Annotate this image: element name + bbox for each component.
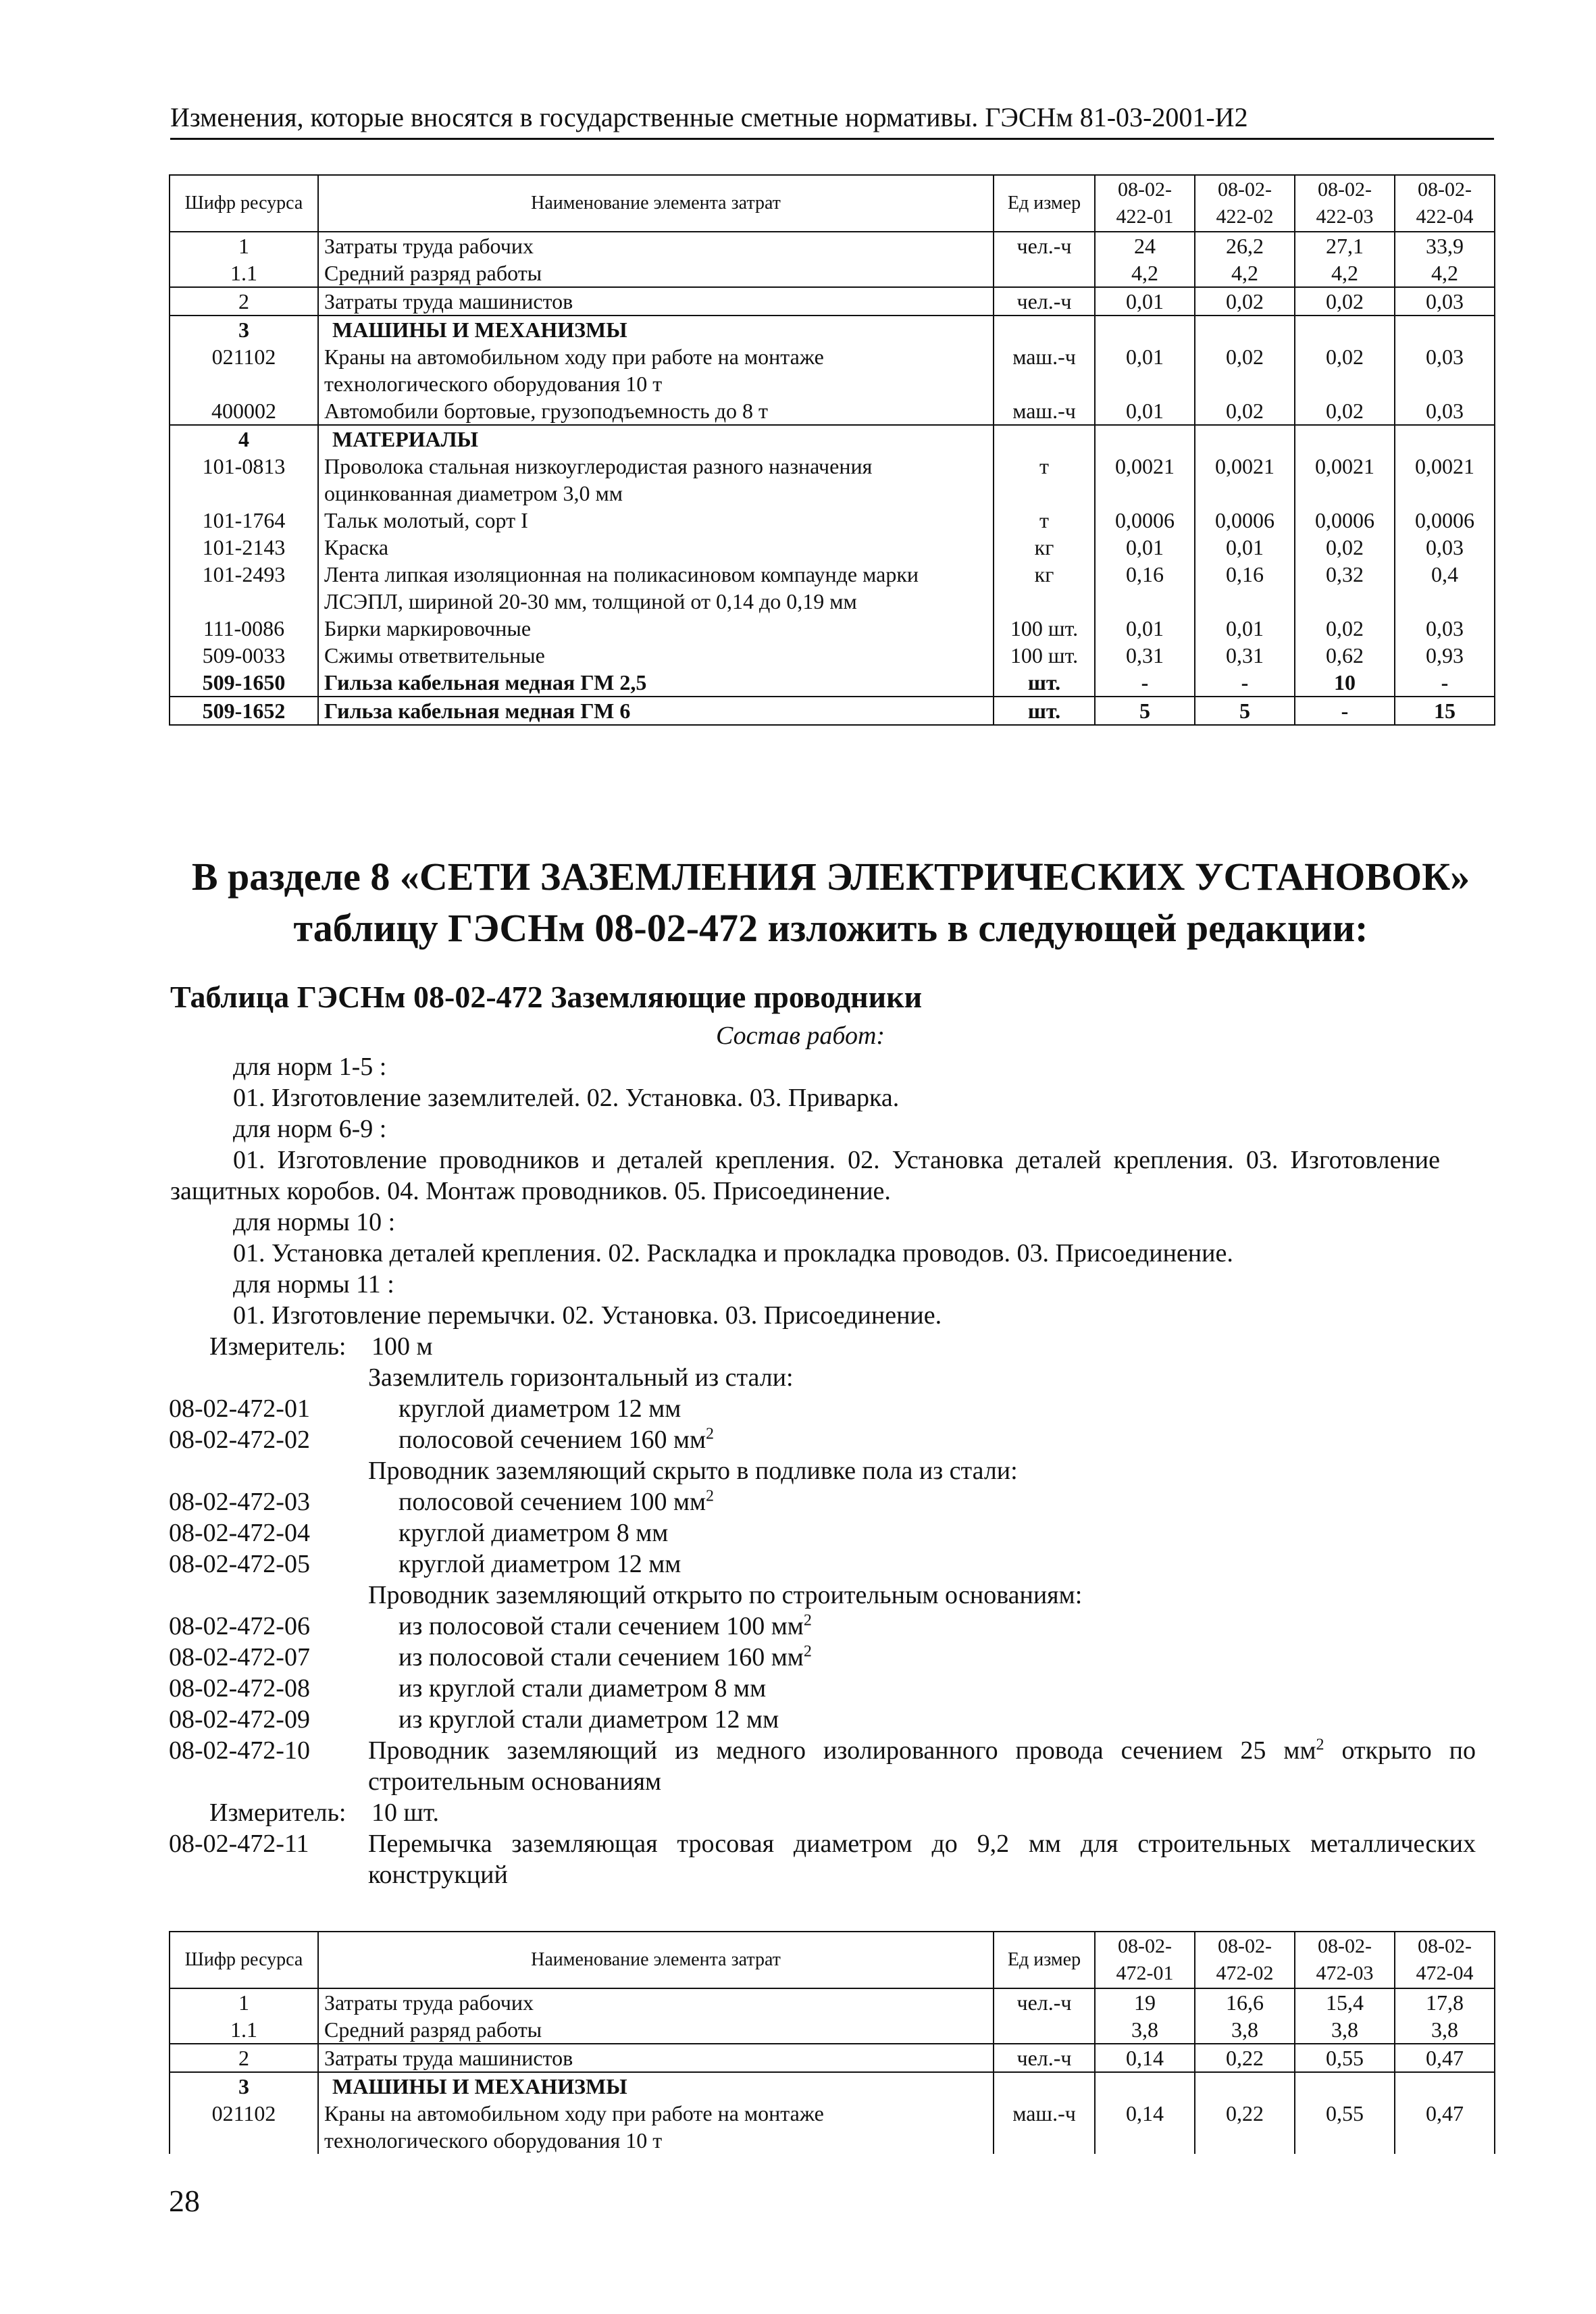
norms-1-5-label: для норм 1-5 : — [233, 1053, 387, 1081]
cell-value: 3,8 — [1095, 2016, 1195, 2044]
cell-name: Затраты труда машинистов — [318, 2044, 994, 2072]
cell-value: 27,1 — [1295, 232, 1395, 259]
cell-name: Проволока стальная низкоуглеродистая разного назначения оцинкованная диаметром 3,0 мм — [318, 453, 994, 507]
cell-value: 0,62 — [1295, 642, 1395, 669]
norm-code: 08-02-472-04 — [169, 1519, 310, 1547]
table-row — [170, 697, 1495, 725]
cell-value: 0,93 — [1395, 642, 1495, 669]
cell-name: Краска — [318, 534, 994, 561]
col-header-norm-02: 08-02- 422-02 — [1195, 175, 1295, 232]
works-heading: Состав работ: — [716, 1022, 885, 1050]
cell-value: 24 — [1095, 232, 1195, 259]
page-number: 28 — [169, 2184, 200, 2218]
cell-name: Средний разряд работы — [318, 2016, 994, 2044]
cell-value: 0,01 — [1195, 534, 1295, 561]
col-header-name: Наименование элемента затрат — [318, 1932, 994, 1988]
group-heading: Проводник заземляющий открыто по строительным основаниям: — [368, 1581, 1083, 1609]
norm-11-label: для нормы 11 : — [233, 1270, 394, 1299]
cell-value: 0,01 — [1095, 397, 1195, 425]
cell-code: 111-0086 — [170, 615, 318, 642]
col-header-norm-02: 08-02- 472-02 — [1195, 1932, 1295, 1988]
cell-unit: чел.-ч — [994, 2044, 1095, 2072]
cell-section-name: МАТЕРИАЛЫ — [318, 425, 994, 453]
cell-value: 0,32 — [1295, 561, 1395, 615]
col-header-norm-04: 08-02- 472-04 — [1395, 1932, 1495, 1988]
cell-value: 0,55 — [1295, 2100, 1395, 2154]
cell-code: 509-0033 — [170, 642, 318, 669]
cell-value: 0,0006 — [1395, 507, 1495, 534]
norms-6-9-text: 01. Изготовление проводников и деталей крепления. 02. Установка деталей крепления. 03. Изготовление защитных коробов. 04. Монтаж проводников. 05. Присоединение. — [170, 1146, 1440, 1205]
cell-value: 0,03 — [1395, 534, 1495, 561]
table-row — [170, 232, 1495, 259]
section-heading-line2: таблицу ГЭСНм 08-02-472 изложить в следующей редакции: — [293, 906, 1368, 950]
cell-value: 0,02 — [1295, 615, 1395, 642]
table-row — [170, 453, 1495, 507]
norm-description: из полосовой стали сечением 160 $мм^2$ — [398, 1642, 812, 1671]
cell-unit — [994, 259, 1095, 287]
norm-description: Проводник заземляющий из медного изолированного провода сечением 25 $мм^2$ открыто по строительным основаниям — [368, 1736, 1476, 1796]
col-header-unit: Ед измер — [994, 175, 1095, 232]
measure-value: 10 шт. — [371, 1799, 440, 1827]
measure-label: Измеритель: — [209, 1799, 346, 1827]
cell-code: 400002 — [170, 397, 318, 425]
cell-value: 0,0006 — [1095, 507, 1195, 534]
cell-value: 4,2 — [1195, 259, 1295, 287]
cell-unit: т — [994, 453, 1095, 507]
cell-value: 4,2 — [1295, 259, 1395, 287]
cell-value: 0,0006 — [1195, 507, 1295, 534]
cell-value: 0,02 — [1295, 397, 1395, 425]
cell-value: 0,02 — [1195, 287, 1295, 316]
resource-table-422 — [169, 174, 1495, 726]
measure-value: 100 м — [371, 1332, 433, 1361]
norm-code: 08-02-472-09 — [169, 1705, 310, 1734]
cell-value: 4,2 — [1395, 259, 1495, 287]
cell-value: 0,03 — [1395, 615, 1495, 642]
cell-code: 101-2143 — [170, 534, 318, 561]
cell-value: 0,47 — [1395, 2044, 1495, 2072]
cell-value: 0,01 — [1095, 615, 1195, 642]
norm-code: 08-02-472-05 — [169, 1550, 310, 1578]
norm-code: 08-02-472-01 — [169, 1394, 310, 1423]
cell-code: 021102 — [170, 343, 318, 397]
cell-code: 101-0813 — [170, 453, 318, 507]
cell-code: 1.1 — [170, 2016, 318, 2044]
table-title: Таблица ГЭСНм 08-02-472 Заземляющие проводники — [170, 980, 923, 1014]
cell-unit: маш.-ч — [994, 343, 1095, 397]
cell-section-name: МАШИНЫ И МЕХАНИЗМЫ — [318, 2072, 994, 2100]
table-row — [170, 534, 1495, 561]
cell-code: 4 — [170, 425, 318, 453]
col-header-name: Наименование элемента затрат — [318, 175, 994, 232]
norm-description: из полосовой стали сечением 100 $мм^2$ — [398, 1611, 812, 1640]
col-header-norm-03: 08-02- 422-03 — [1295, 175, 1395, 232]
cell-code: 3 — [170, 316, 318, 343]
cell-name: Лента липкая изоляционная на поликасиновом компаунде марки ЛСЭПЛ, шириной 20-30 мм, толщиной от 0,14 до 0,19 мм — [318, 561, 994, 615]
cell-value: 0,0021 — [1295, 453, 1395, 507]
section-heading-line1: В разделе 8 «СЕТИ ЗАЗЕМЛЕНИЯ ЭЛЕКТРИЧЕСКИХ УСТАНОВОК» — [191, 855, 1470, 899]
table-row — [170, 287, 1495, 316]
cell-unit: чел.-ч — [994, 287, 1095, 316]
measure-label: Измеритель: — [209, 1332, 346, 1361]
cell-code: 3 — [170, 2072, 318, 2100]
col-header-norm-01: 08-02- 422-01 — [1095, 175, 1195, 232]
cell-value: 26,2 — [1195, 232, 1295, 259]
cell-value: 0,31 — [1095, 642, 1195, 669]
table-row — [170, 2016, 1495, 2044]
cell-name: Затраты труда рабочих — [318, 232, 994, 259]
cell-name: Затраты труда рабочих — [318, 1988, 994, 2016]
group-heading: Заземлитель горизонтальный из стали: — [368, 1363, 794, 1392]
cell-value: 0,02 — [1195, 397, 1295, 425]
norm-10-text: 01. Установка деталей крепления. 02. Раскладка и прокладка проводов. 03. Присоединение. — [233, 1239, 1233, 1267]
cell-value: 33,9 — [1395, 232, 1495, 259]
cell-value: 0,4 — [1395, 561, 1495, 615]
cell-value: 0,55 — [1295, 2044, 1395, 2072]
cell-value: 3,8 — [1295, 2016, 1395, 2044]
cell-value: 0,0021 — [1095, 453, 1195, 507]
cell-value: 0,0021 — [1195, 453, 1295, 507]
col-header-norm-04: 08-02- 422-04 — [1395, 175, 1495, 232]
col-header-code: Шифр ресурса — [170, 1932, 318, 1988]
norm-description: из круглой стали диаметром 8 мм — [398, 1674, 767, 1703]
cell-unit: кг — [994, 534, 1095, 561]
cell-name: Краны на автомобильном ходу при работе на монтаже технологического оборудования 10 т — [318, 343, 994, 397]
cell-code: 1 — [170, 1988, 318, 2016]
col-header-unit: Ед измер — [994, 1932, 1095, 1988]
cell-value: 0,01 — [1095, 343, 1195, 397]
cell-value: 15,4 — [1295, 1988, 1395, 2016]
cell-value: 0,02 — [1295, 343, 1395, 397]
cell-value: 0,03 — [1395, 343, 1495, 397]
norm-code: 08-02-472-02 — [169, 1426, 310, 1454]
cell-name: Сжимы ответвительные — [318, 642, 994, 669]
cell-value: - — [1095, 669, 1195, 697]
cell-code: 021102 — [170, 2100, 318, 2154]
cell-value: 0,16 — [1195, 561, 1295, 615]
cell-unit: т — [994, 507, 1095, 534]
cell-unit: шт. — [994, 697, 1095, 725]
norm-description: из круглой стали диаметром 12 мм — [398, 1705, 779, 1734]
cell-code: 1.1 — [170, 259, 318, 287]
cell-value: 0,22 — [1195, 2044, 1295, 2072]
norm-code: 08-02-472-03 — [169, 1488, 310, 1516]
cell-value: - — [1195, 669, 1295, 697]
cell-value: - — [1395, 669, 1495, 697]
table-row — [170, 615, 1495, 642]
norm-code: 08-02-472-08 — [169, 1674, 310, 1703]
cell-value: 17,8 — [1395, 1988, 1495, 2016]
cell-name: Затраты труда машинистов — [318, 287, 994, 316]
cell-value: 16,6 — [1195, 1988, 1295, 2016]
cell-unit: кг — [994, 561, 1095, 615]
col-header-norm-03: 08-02- 472-03 — [1295, 1932, 1395, 1988]
cell-value: 3,8 — [1195, 2016, 1295, 2044]
table-row — [170, 561, 1495, 615]
table-row — [170, 259, 1495, 287]
section-heading — [169, 851, 1493, 954]
col-header-norm-01: 08-02- 472-01 — [1095, 1932, 1195, 1988]
table-section-row — [170, 2072, 1495, 2100]
norm-description: круглой диаметром 12 мм — [398, 1394, 681, 1423]
cell-value: 0,03 — [1395, 287, 1495, 316]
cell-value: 0,0006 — [1295, 507, 1395, 534]
group-heading: Проводник заземляющий скрыто в подливке пола из стали: — [368, 1457, 1018, 1485]
cell-value: 0,31 — [1195, 642, 1295, 669]
cell-code: 1 — [170, 232, 318, 259]
norm-11-text: 01. Изготовление перемычки. 02. Установка. 03. Присоединение. — [233, 1301, 942, 1330]
norm-description: круглой диаметром 12 мм — [398, 1550, 681, 1578]
table-section-row — [170, 425, 1495, 453]
cell-code: 509-1652 — [170, 697, 318, 725]
cell-name: Тальк молотый, сорт I — [318, 507, 994, 534]
table-row — [170, 669, 1495, 697]
cell-value: 15 — [1395, 697, 1495, 725]
cell-code: 509-1650 — [170, 669, 318, 697]
norm-code: 08-02-472-06 — [169, 1612, 310, 1640]
cell-unit: маш.-ч — [994, 397, 1095, 425]
cell-name: Автомобили бортовые, грузоподъемность до 8 т — [318, 397, 994, 425]
cell-value: 0,01 — [1095, 534, 1195, 561]
cell-value: 0,03 — [1395, 397, 1495, 425]
cell-code: 101-1764 — [170, 507, 318, 534]
norm-description: круглой диаметром 8 мм — [398, 1519, 669, 1547]
cell-unit — [994, 2016, 1095, 2044]
norm-description: полосовой сечением 160 $мм^2$ — [398, 1425, 715, 1454]
table-section-row — [170, 316, 1495, 343]
cell-unit: шт. — [994, 669, 1095, 697]
table-row — [170, 397, 1495, 425]
cell-name: Гильза кабельная медная ГМ 2,5 — [318, 669, 994, 697]
cell-value: 4,2 — [1095, 259, 1195, 287]
resource-table-472 — [169, 1931, 1495, 2154]
cell-name: Бирки маркировочные — [318, 615, 994, 642]
cell-code: 2 — [170, 287, 318, 316]
cell-unit: 100 шт. — [994, 642, 1095, 669]
cell-value: 19 — [1095, 1988, 1195, 2016]
table-row — [170, 343, 1495, 397]
cell-code: 2 — [170, 2044, 318, 2072]
cell-value: 0,14 — [1095, 2044, 1195, 2072]
cell-unit: чел.-ч — [994, 1988, 1095, 2016]
table-row — [170, 642, 1495, 669]
norms-6-9-label: для норм 6-9 : — [233, 1115, 387, 1143]
norm-code: 08-02-472-10 — [169, 1736, 310, 1765]
table-row — [170, 2100, 1495, 2154]
cell-value: 0,01 — [1195, 615, 1295, 642]
cell-unit: чел.-ч — [994, 232, 1095, 259]
cell-value: 0,02 — [1195, 343, 1295, 397]
cell-name: Гильза кабельная медная ГМ 6 — [318, 697, 994, 725]
table-row — [170, 1988, 1495, 2016]
cell-value: 0,14 — [1095, 2100, 1195, 2154]
table-row — [170, 2044, 1495, 2072]
cell-value: 5 — [1095, 697, 1195, 725]
page-header: Изменения, которые вносятся в государственные сметные нормативы. ГЭСНм 81-03-2001-И2 — [170, 101, 1494, 140]
cell-unit: 100 шт. — [994, 615, 1095, 642]
cell-section-name: МАШИНЫ И МЕХАНИЗМЫ — [318, 316, 994, 343]
norm-code: 08-02-472-11 — [169, 1830, 309, 1858]
cell-value: 0,02 — [1295, 287, 1395, 316]
cell-value: 0,02 — [1295, 534, 1395, 561]
cell-value: 3,8 — [1395, 2016, 1495, 2044]
cell-value: 0,16 — [1095, 561, 1195, 615]
cell-value: 0,47 — [1395, 2100, 1495, 2154]
norm-description: Перемычка заземляющая тросовая диаметром до 9,2 мм для строительных металлических конструкций — [368, 1830, 1476, 1889]
col-header-code: Шифр ресурса — [170, 175, 318, 232]
cell-value: 0,22 — [1195, 2100, 1295, 2154]
norms-1-5-text: 01. Изготовление заземлителей. 02. Установка. 03. Приварка. — [233, 1084, 900, 1112]
cell-value: 0,0021 — [1395, 453, 1495, 507]
norm-code: 08-02-472-07 — [169, 1643, 310, 1671]
cell-unit: маш.-ч — [994, 2100, 1095, 2154]
norm-description: полосовой сечением 100 $мм^2$ — [398, 1487, 715, 1516]
cell-name: Краны на автомобильном ходу при работе на монтаже технологического оборудования 10 т — [318, 2100, 994, 2154]
cell-name: Средний разряд работы — [318, 259, 994, 287]
cell-value: - — [1295, 697, 1395, 725]
cell-value: 0,01 — [1095, 287, 1195, 316]
cell-code: 101-2493 — [170, 561, 318, 615]
norm-10-label: для нормы 10 : — [233, 1208, 396, 1236]
table-row — [170, 507, 1495, 534]
cell-value: 10 — [1295, 669, 1395, 697]
cell-value: 5 — [1195, 697, 1295, 725]
